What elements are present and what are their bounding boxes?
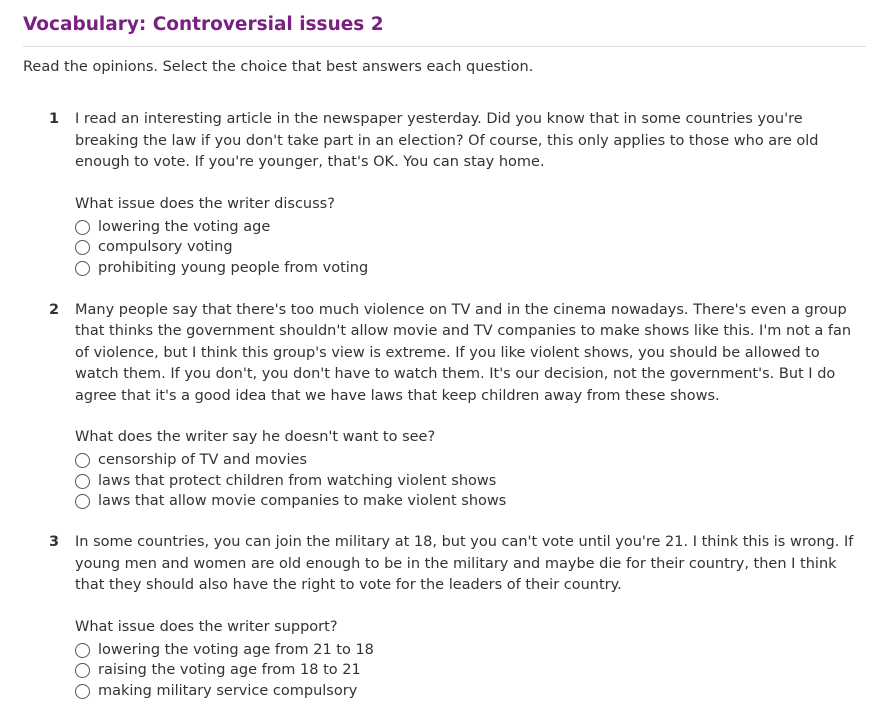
option-label[interactable]: laws that protect children from watching violent shows [98, 472, 497, 489]
answer-option[interactable] [75, 258, 868, 279]
radio-button[interactable] [75, 643, 90, 658]
radio-button[interactable] [75, 453, 90, 468]
question-number: 1 [49, 111, 60, 127]
answer-option[interactable] [75, 471, 868, 492]
radio-button[interactable] [75, 261, 90, 276]
answer-option[interactable] [75, 217, 868, 238]
option-label[interactable]: lowering the voting age from 21 to 18 [98, 641, 374, 658]
answer-option[interactable] [75, 681, 868, 702]
question-passage: I read an interesting article in the newspaper yesterday. Did you know that in some countries you're breaking the law if you don't take part in an election? Of course, this only applies to those who are old enough to vote. If you're younger, that's OK. You can stay home. [75, 111, 819, 170]
option-label[interactable]: compulsory voting [98, 239, 233, 255]
answer-options [75, 640, 868, 702]
radio-button[interactable] [75, 663, 90, 678]
option-label[interactable]: censorship of TV and movies [98, 452, 307, 468]
answer-option[interactable] [75, 451, 868, 472]
answer-option[interactable] [75, 492, 868, 513]
answer-option[interactable] [75, 640, 868, 661]
question-number: 3 [49, 534, 60, 550]
instructions-text: Read the opinions. Select the choice that best answers each question. [23, 59, 534, 75]
question-passage: Many people say that there's too much violence on TV and in the cinema nowadays. There's even a group that thinks the government shouldn't allow movie and TV companies to make shows like this. I'm not a fan of violence, but I think this group's view is extreme. If you like violent shows, you should be allowed to watch them. If you don't, you don't have to watch them. It's our decision, not the government's. But I do agree that it's a good idea that we have laws that keep children away from these shows. [75, 301, 852, 404]
radio-button[interactable] [75, 494, 90, 509]
option-label[interactable]: lowering the voting age [98, 218, 271, 235]
radio-button[interactable] [75, 474, 90, 489]
radio-button[interactable] [75, 240, 90, 255]
option-label[interactable]: making military service compulsory [98, 682, 358, 699]
question-prompt: What does the writer say he doesn't want to see? [75, 429, 436, 445]
answer-option[interactable] [75, 661, 868, 682]
answer-option[interactable] [75, 238, 868, 259]
answer-options [75, 451, 868, 513]
radio-button[interactable] [75, 684, 90, 699]
title-divider [23, 46, 866, 47]
question-prompt: What issue does the writer discuss? [75, 195, 335, 212]
radio-button[interactable] [75, 220, 90, 235]
question-3 [23, 532, 868, 702]
question-number: 2 [49, 301, 60, 318]
option-label[interactable]: raising the voting age from 18 to 21 [98, 662, 361, 678]
option-label[interactable]: laws that allow movie companies to make violent shows [98, 493, 507, 509]
question-prompt: What issue does the writer support? [75, 618, 338, 635]
page-title: Vocabulary: Controversial issues 2 [23, 14, 384, 35]
option-label[interactable]: prohibiting young people from voting [98, 259, 369, 276]
answer-options [75, 217, 868, 279]
question-1 [23, 109, 868, 279]
question-passage: In some countries, you can join the military at 18, but you can't vote until you're 21. I think this is wrong. If young men and women are old enough to be in the military and maybe die for their country, then I think that they should also have the right to vote for the leaders of their country. [75, 534, 854, 593]
question-2 [23, 300, 868, 513]
